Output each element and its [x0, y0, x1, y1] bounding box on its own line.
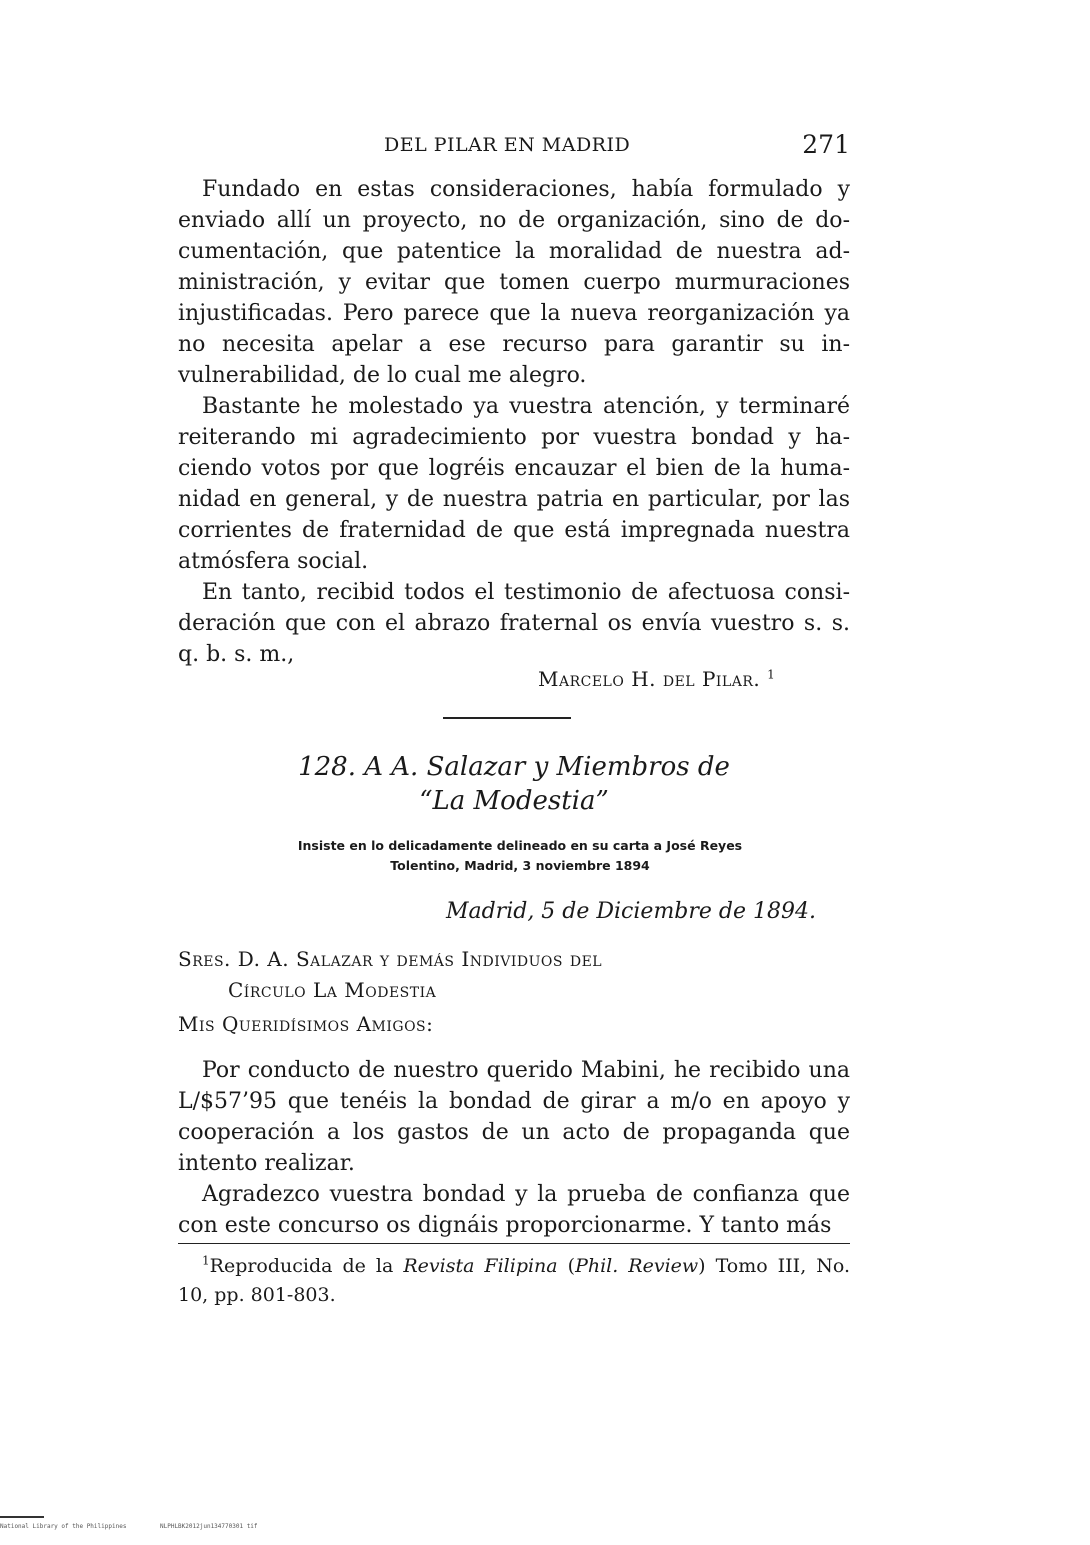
letter-summary-line: Insiste en lo delicadamente delineado en su carta a José Reyes	[297, 838, 743, 853]
signature-name: Marcelo H. del Pilar.	[538, 667, 761, 691]
footnote	[178, 1252, 850, 1310]
paragraph: Bastante he molestado ya vuestra atención, y terminaré reiterando mi agradecimiento por vuestra bondad y haciendo votos por que logréis encauzar el bien de la humanidad en general, y de nuestra patria en particular, por las corrientes de fraternidad de que está impregnada nuestra atmósfera social.	[178, 394, 850, 574]
letter-heading-line: 128. A A. Salazar y Miembros de	[298, 752, 730, 782]
letter-heading	[178, 750, 850, 818]
dateline: Madrid, 5 de Diciembre de 1894.	[445, 899, 816, 924]
paragraph: Agradezco vuestra bondad y la prueba de confianza que con este concurso os dignáis proporcionarme. Y tanto más	[178, 1182, 850, 1238]
addressee	[178, 944, 602, 1006]
footnote-divider	[178, 1243, 850, 1244]
scan-stamp-left: National Library of the Philippines	[0, 1523, 127, 1530]
page-number: 271	[802, 130, 850, 159]
paragraph: Fundado en estas consideraciones, había formulado y enviado allí un proyecto, no de organización, sino de documentación, que patentice la moralidad de nuestra administración, y evitar que tomen cuerpo murmuraciones injustificadas. Pero parece que la nueva reorganización ya no necesita apelar a ese recurso para garantir su invulnerabilidad, de lo cual me alegro.	[178, 177, 850, 388]
running-head	[178, 130, 850, 164]
scan-stamp-right: NLPHLBK2012jun134770301 tif	[160, 1523, 258, 1530]
letter-heading-line: “La Modestia”	[419, 786, 609, 816]
body-text-top	[178, 174, 850, 670]
paragraph: Por conducto de nuestro querido Mabini, he recibido una L/$57’95 que tenéis la bondad de girar a m/o en apoyo y cooperación a los gastos de un acto de propaganda que intento realizar.	[178, 1058, 850, 1176]
addressee-line: Sres. D. A. Salazar y demás Individuos del	[178, 947, 603, 971]
salutation: Mis Queridísimos Amigos:	[178, 1012, 434, 1036]
letter-summary	[200, 836, 840, 876]
footnote-text: $^1$Reproducida de la Revista Filipina (Phil. Review) Tomo III, No. 10, pp. 801-803.	[178, 1253, 851, 1306]
source-alt-title: Phil. Review	[575, 1255, 699, 1277]
source-title: Revista Filipina	[403, 1255, 558, 1277]
footnote-mark: 1	[767, 667, 776, 682]
addressee-line: Círculo La Modestia	[228, 978, 437, 1002]
body-text-bottom	[178, 1055, 850, 1241]
section-divider	[443, 717, 571, 719]
letter-summary-line: Tolentino, Madrid, 3 noviembre 1894	[390, 858, 650, 873]
paragraph: En tanto, recibid todos el testimonio de afectuosa consideración que con el abrazo fraternal os envía vuestro s. s. q. b. s. m.,	[178, 580, 850, 667]
footnote-mark: 1	[202, 1253, 210, 1268]
running-head-title: DEL PILAR EN MADRID	[384, 134, 631, 156]
scan-mark	[0, 1516, 44, 1518]
signature	[538, 667, 775, 691]
